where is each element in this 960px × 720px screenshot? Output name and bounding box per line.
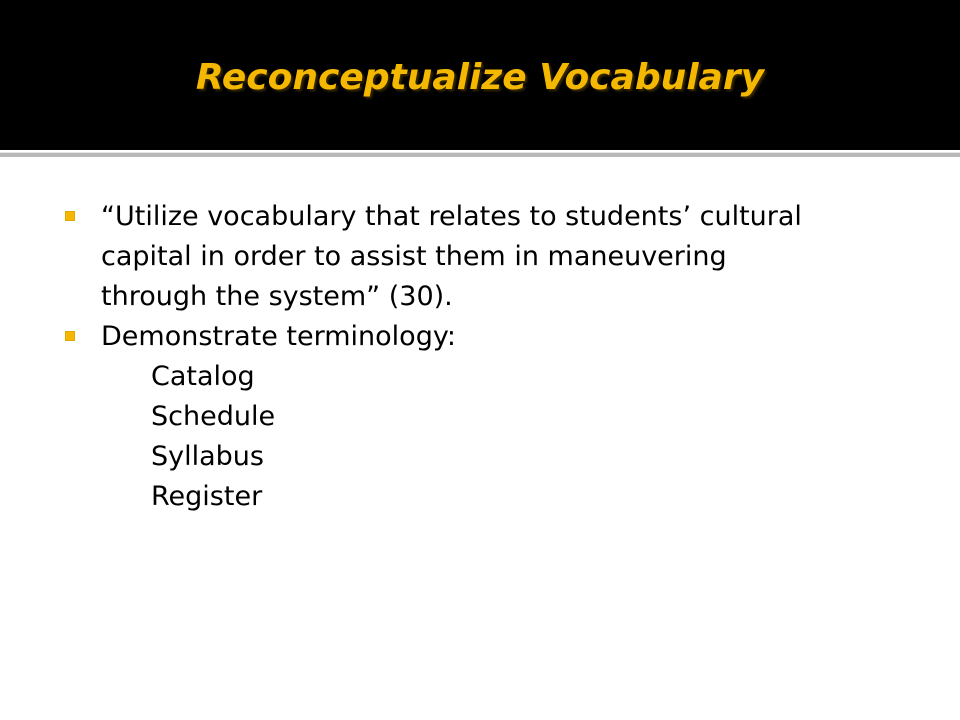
term-item: Syllabus [151,441,264,472]
square-bullet-icon [65,211,75,221]
slide-title: Reconceptualize Vocabulary [195,57,765,98]
bullet-line: “Utilize vocabulary that relates to students’ cultural [101,201,802,232]
term-item: Schedule [151,401,276,432]
term-item: Catalog [151,361,255,392]
slide-body [65,197,905,517]
title-divider [0,152,960,157]
bullet-line: capital in order to assist them in maneuvering [101,241,727,272]
term-item: Register [151,481,263,512]
bullet-item-quote [65,197,905,317]
bullet-line: through the system” (30). [101,281,453,312]
square-bullet-icon [65,331,75,341]
bullet-item-terminology [65,317,905,357]
bullet-line: Demonstrate terminology: [101,321,456,352]
terminology-list [65,357,905,517]
